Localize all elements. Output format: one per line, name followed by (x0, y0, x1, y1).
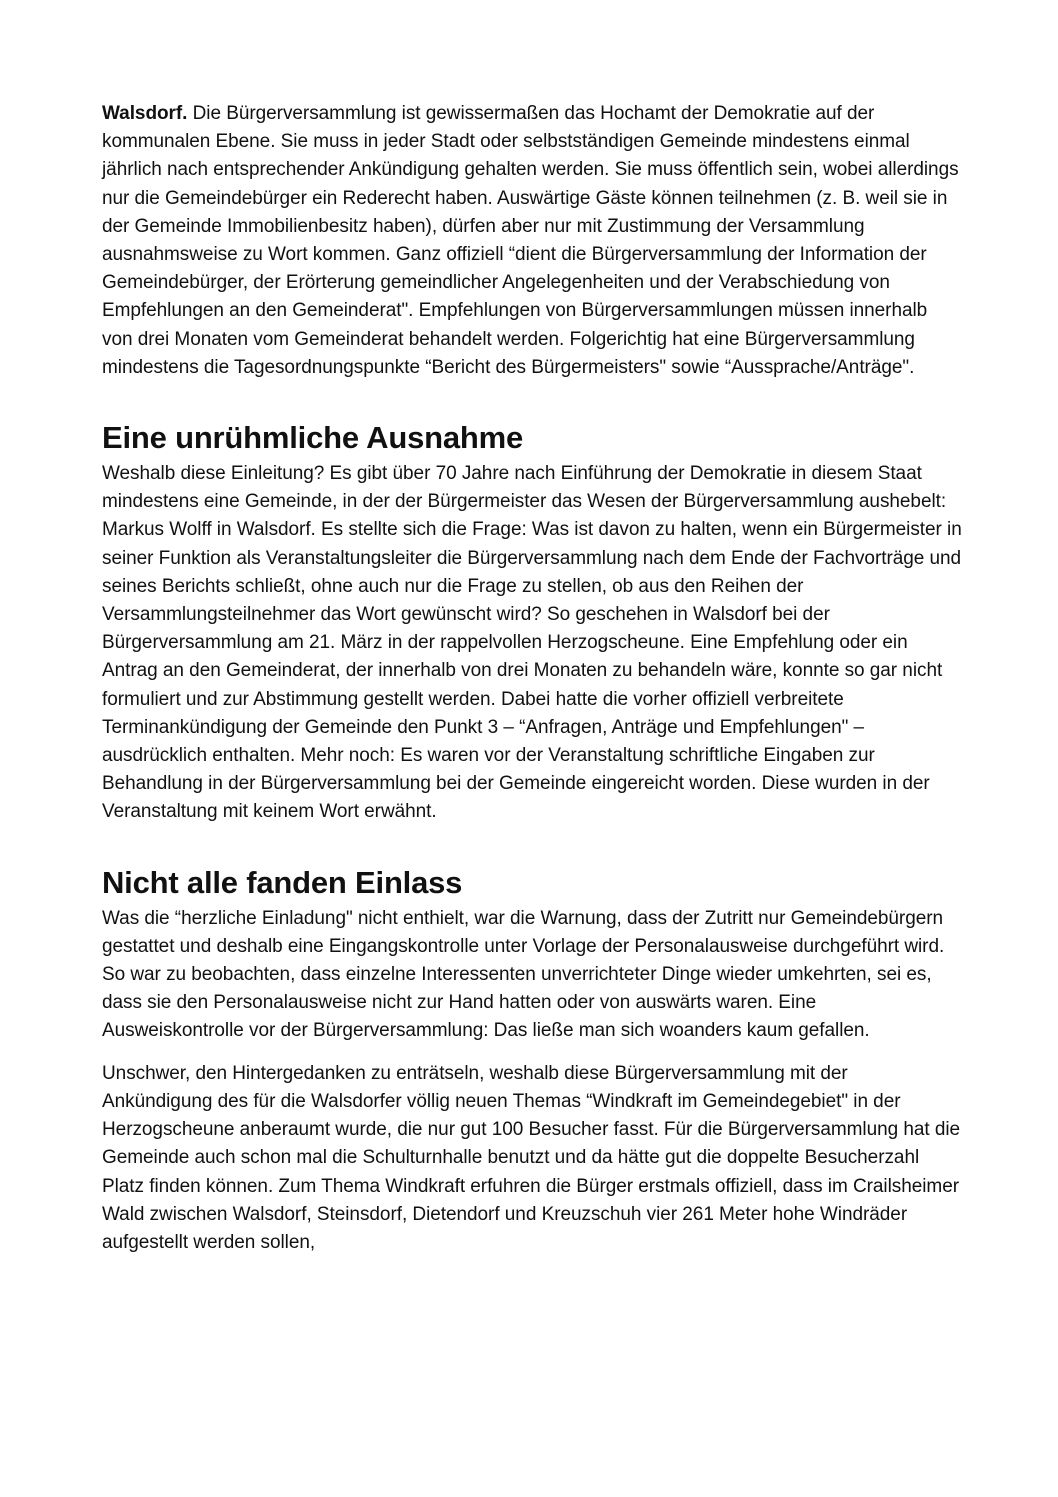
section-heading: Eine unrühmliche Ausnahme (102, 420, 524, 456)
dateline: Walsdorf. (102, 103, 188, 124)
body-paragraph: Was die “herzliche Einladung" nicht enthielt, war die Warnung, dass der Zutritt nur Gemeindebürgern gestattet und deshalb eine Eingangskontrolle unter Vorlage der Personalausweise durchgeführt wird. So war zu beobachten, dass einzelne Interessenten unverrichteter Dinge wieder umkehrten, sei es, dass sie den Personalausweise nicht zur Hand hatten oder von auswärts waren. Eine Ausweiskontrolle vor der Bürgerversammlung: Das ließe man sich woanders kaum gefallen. (102, 907, 945, 1042)
intro-text: Die Bürgerversammlung ist gewissermaßen das Hochamt der Demokratie auf der kommunalen Ebene. Sie muss in jeder Stadt oder selbstständigen Gemeinde mindestens einmal jährlich nach entsprechender Ankündigung gehalten werden. Sie muss öffentlich sein, wobei allerdings nur die Gemeindebürger ein Rederecht haben. Auswärtige Gäste können teilnehmen (z. B. weil sie in der Gemeinde Immobilienbesitz haben), dürfen aber nur mit Zustimmung der Versammlung ausnahmsweise zu Wort kommen. Ganz offiziell “dient die Bürgerversammlung der Information der Gemeindebürger, der Erörterung gemeindlicher Angelegenheiten und der Verabschiedung von Empfehlungen an den Gemeinderat". Empfehlungen von Bürgerversammlungen müssen innerhalb von drei Monaten vom Gemeinderat behandelt werden. Folgerichtig hat eine Bürgerversammlung mindestens die Tagesordnungspunkte “Bericht des Bürgermeisters" sowie “Aussprache/Anträge". (102, 103, 959, 378)
body-paragraph: Weshalb diese Einleitung? Es gibt über 70 Jahre nach Einführung der Demokratie in diesem Staat mindestens eine Gemeinde, in der der Bürgermeister das Wesen der Bürgerversammlung aushebelt: Markus Wolff in Walsdorf. Es stellte sich die Frage: Was ist davon zu halten, wenn ein Bürgermeister in seiner Funktion als Veranstaltungsleiter die Bürgerversammlung nach dem Ende der Fachvorträge und seines Berichts schließt, ohne auch nur die Frage zu stellen, ob aus den Reihen der Versammlungsteilnehmer das Wort gewünscht wird? So geschehen in Walsdorf bei der Bürgerversammlung am 21. März in der rappelvollen Herzogscheune. Eine Empfehlung oder ein Antrag an den Gemeinderat, der innerhalb von drei Monaten zu behandeln wäre, konnte so gar nicht formuliert und zur Abstimmung gestellt werden. Dabei hatte die vorher offiziell verbreitete Terminankündigung der Gemeinde den Punkt 3 – “Anfragen, Anträge und Empfehlungen" – ausdrücklich enthalten. Mehr noch: Es waren vor der Veranstaltung schriftliche Eingaben zur Behandlung in der Bürgerversammlung bei der Gemeinde eingereicht worden. Diese wurden in der Veranstaltung mit keinem Wort erwähnt. (102, 463, 962, 823)
body-paragraph: Unschwer, den Hintergedanken zu enträtseln, weshalb diese Bürgerversammlung mit der Ankündigung des für die Walsdorfer völlig neuen Themas “Windkraft im Gemeindegebiet" in der Herzogscheune anberaumt wurde, die nur gut 100 Besucher fasst. Für die Bürgerversammlung hat die Gemeinde auch schon mal die Schulturnhalle benutzt und da hätte gut die doppelte Besucherzahl Platz finden können. Zum Thema Windkraft erfuhren die Bürger erstmals offiziell, dass im Crailsheimer Wald zwischen Walsdorf, Steinsdorf, Dietendorf und Kreuzschuh vier 261 Meter hohe Windräder aufgestellt werden sollen, (102, 1062, 961, 1253)
document-page (102, 100, 962, 1257)
intro-paragraph (102, 100, 962, 382)
section-heading: Nicht alle fanden Einlass (102, 864, 463, 900)
